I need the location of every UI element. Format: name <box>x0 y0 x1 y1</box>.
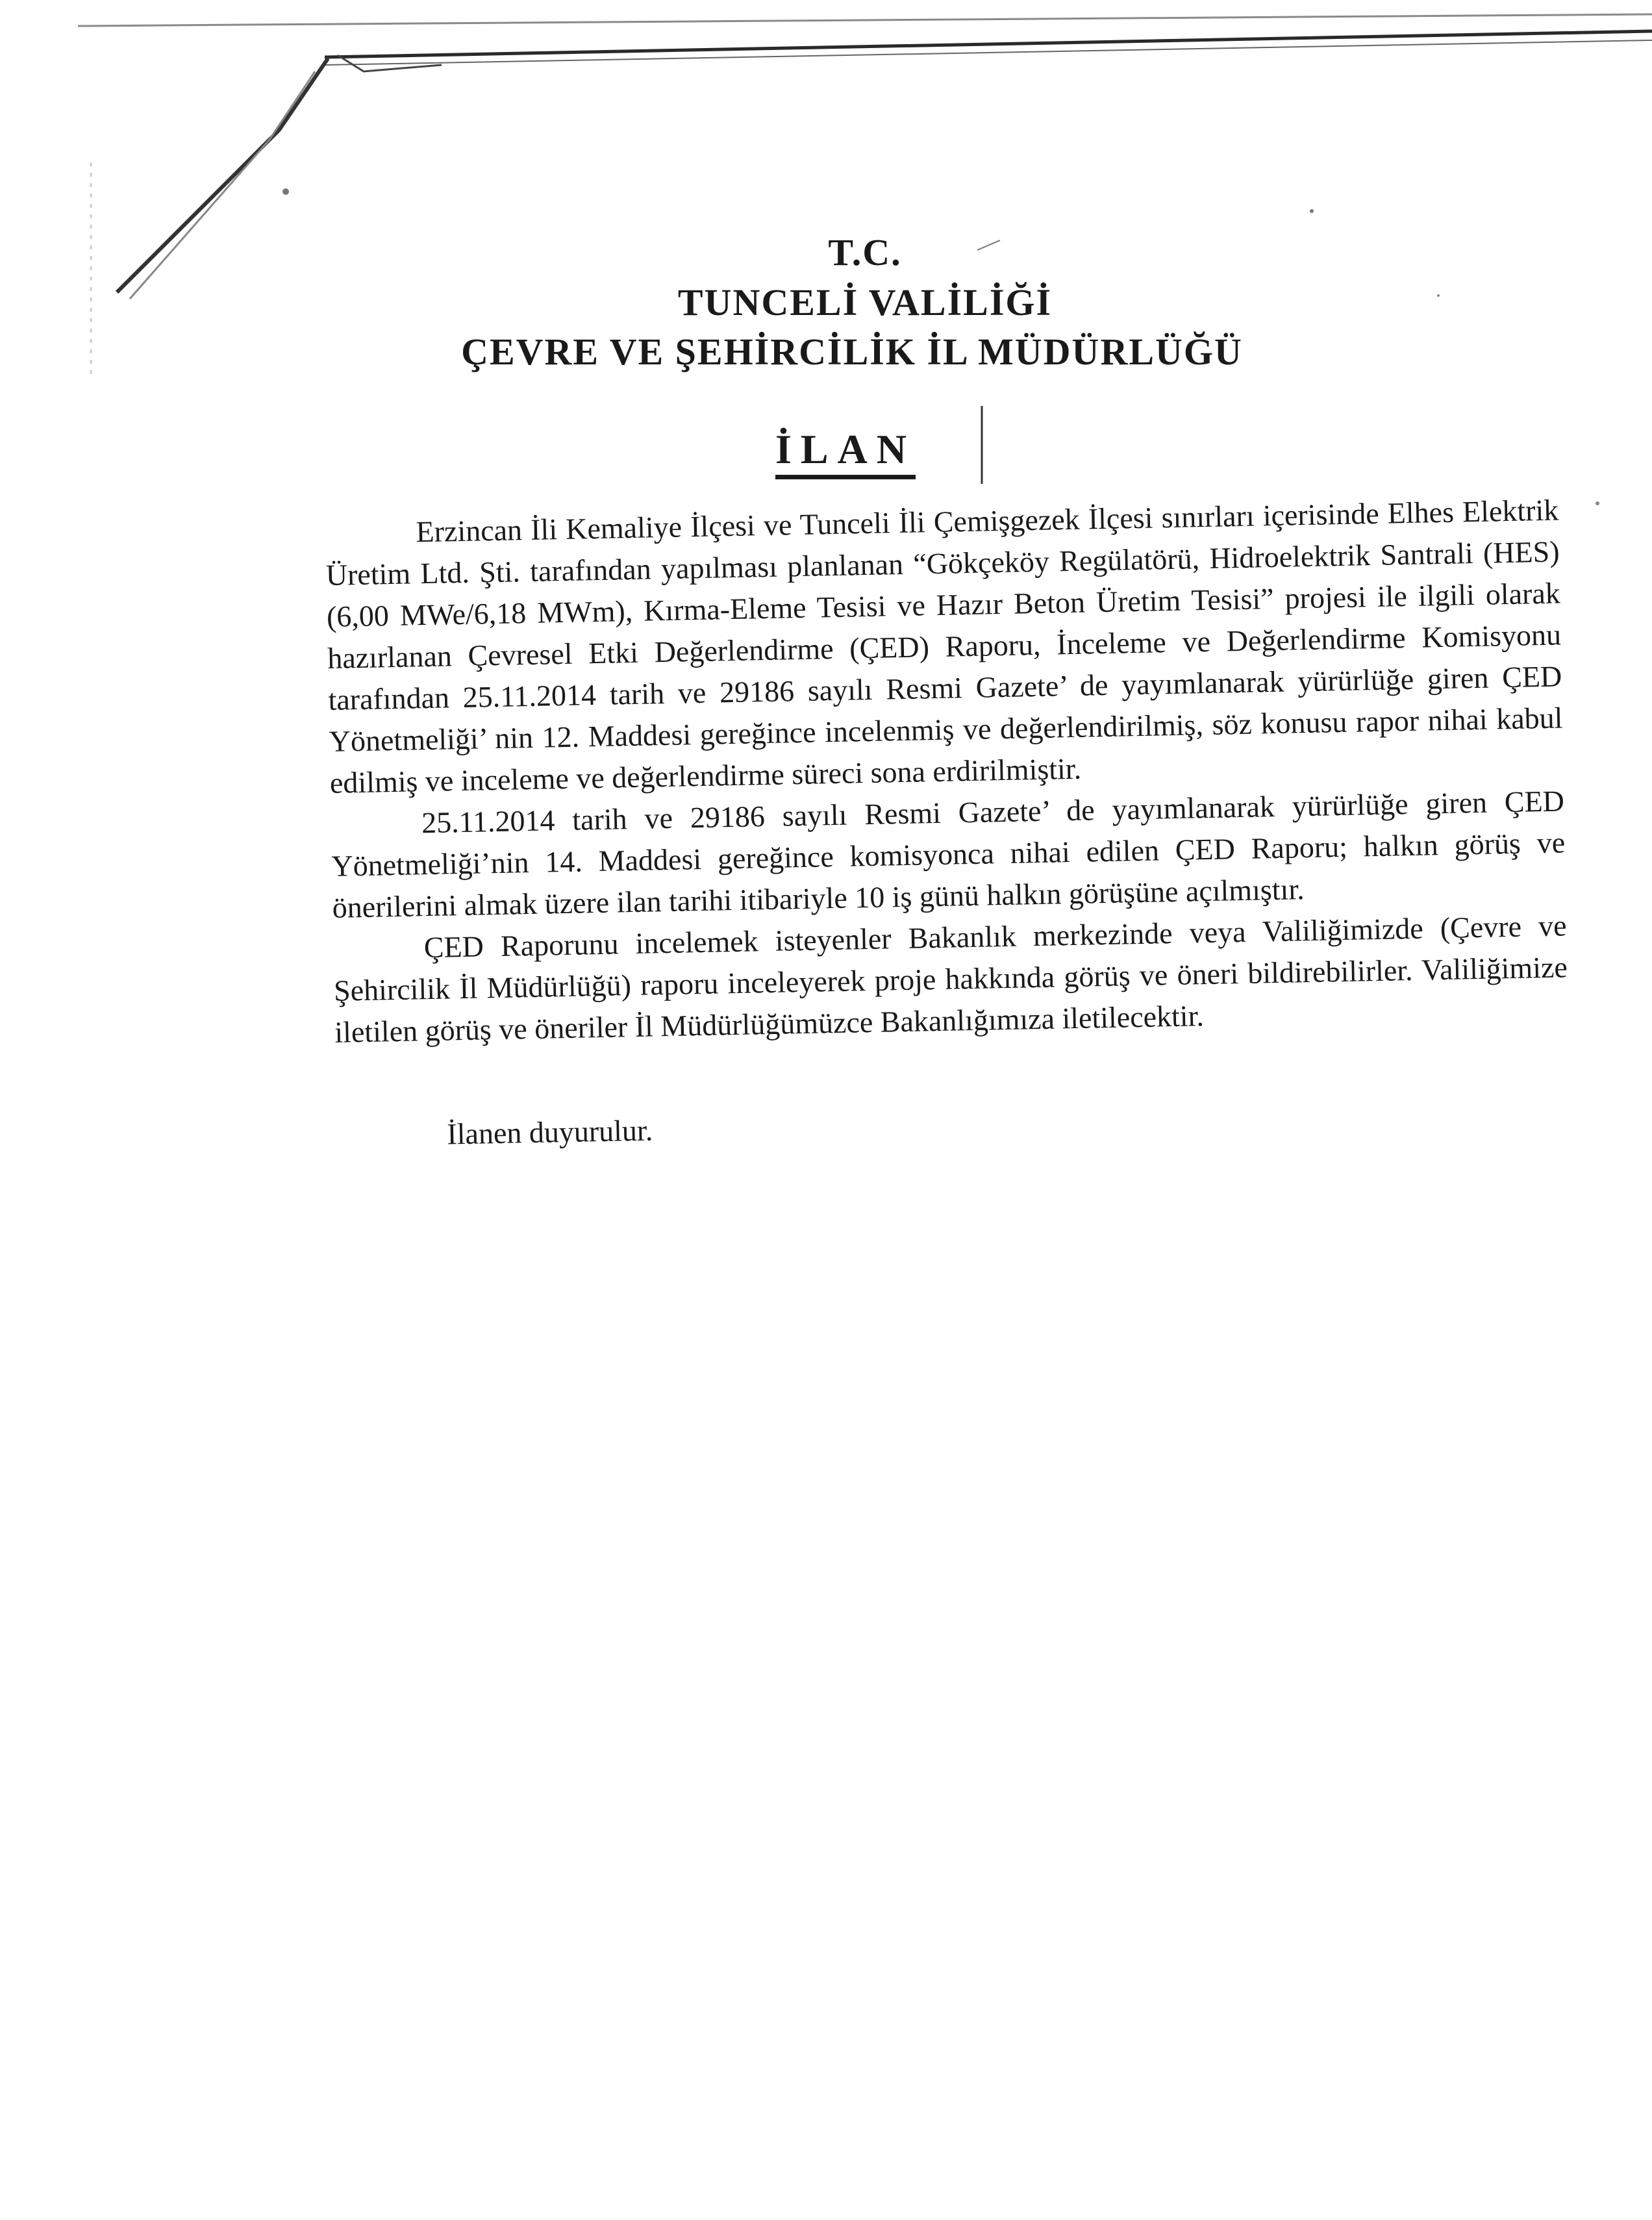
scan-speck <box>282 188 289 195</box>
scan-speck <box>1310 209 1314 213</box>
header-directorate: ÇEVRE VE ŞEHİRCİLİK İL MÜDÜRLÜĞÜ <box>461 331 1243 373</box>
header-governorship: TUNCELİ VALİLİĞİ <box>677 281 1053 323</box>
notice-closing: İlanen duyurulur. <box>446 1113 653 1151</box>
notice-paragraph: ÇED Raporunu incelemek isteyenler Bakanlık merkezinde veya Valiliğimizde (Çevre ve Şehircilik İl Müdürlüğü) raporu inceleyerek proje hakkında görüş ve öneri bildirebilirler. Valiliğimize iletilen görüş ve öneriler İl Müdürlüğümüzce Bakanlığımıza iletilecektir. <box>333 909 1568 1049</box>
scan-edge-line-fold-2 <box>325 40 1652 65</box>
scan-edge-line-top <box>78 14 1652 26</box>
notice-title-text: İLAN <box>775 426 916 479</box>
notice-paragraph: Erzincan İli Kemaliye İlçesi ve Tunceli İli Çemişgezek İlçesi sınırları içerisinde Elhes Elektrik Üretim Ltd. Şti. tarafından yapılması planlanan “Gökçeköy Regülatörü, Hidroelektrik Santrali (HES) (6,00 MWe/6,18 MWm), Kırma-Eleme Tesisi ve Hazır Beton Üretim Tesisi” projesi ile ilgili olarak hazırlanan Çevresel Etki Değerlendirme (ÇED) Raporu, İnceleme ve Değerlendirme Komisyonu tarafından 25.11.2014 tarih ve 29186 sayılı Resmi Gazete’ de yayımlanarak yürürlüğe giren ÇED Yönetmeliği’ nin 12. Maddesi gereğince incelenmiş ve değerlendirilmiş, söz konusu rapor nihai kabul edilmiş ve inceleme ve değerlendirme süreci sona erdirilmiştir. <box>325 493 1563 800</box>
notice-title <box>0 425 1652 473</box>
scan-edge-line-fold <box>325 31 1652 57</box>
scan-corner-fold-edge <box>338 55 442 71</box>
notice-paragraph: 25.11.2014 tarih ve 29186 sayılı Resmi Gazete’ de yayımlanarak yürürlüğe giren ÇED Yönetmeliği’nin 14. Maddesi gereğince komisyonca nihai edilen ÇED Raporu; halkın görüş ve önerilerini almak üzere ilan tarihi itibariyle 10 iş günü halkın görüşüne açılmıştır. <box>331 784 1566 924</box>
header-state-abbreviation: T.C. <box>828 231 902 273</box>
scan-speck <box>1596 501 1599 505</box>
notice-body <box>325 490 1571 1157</box>
